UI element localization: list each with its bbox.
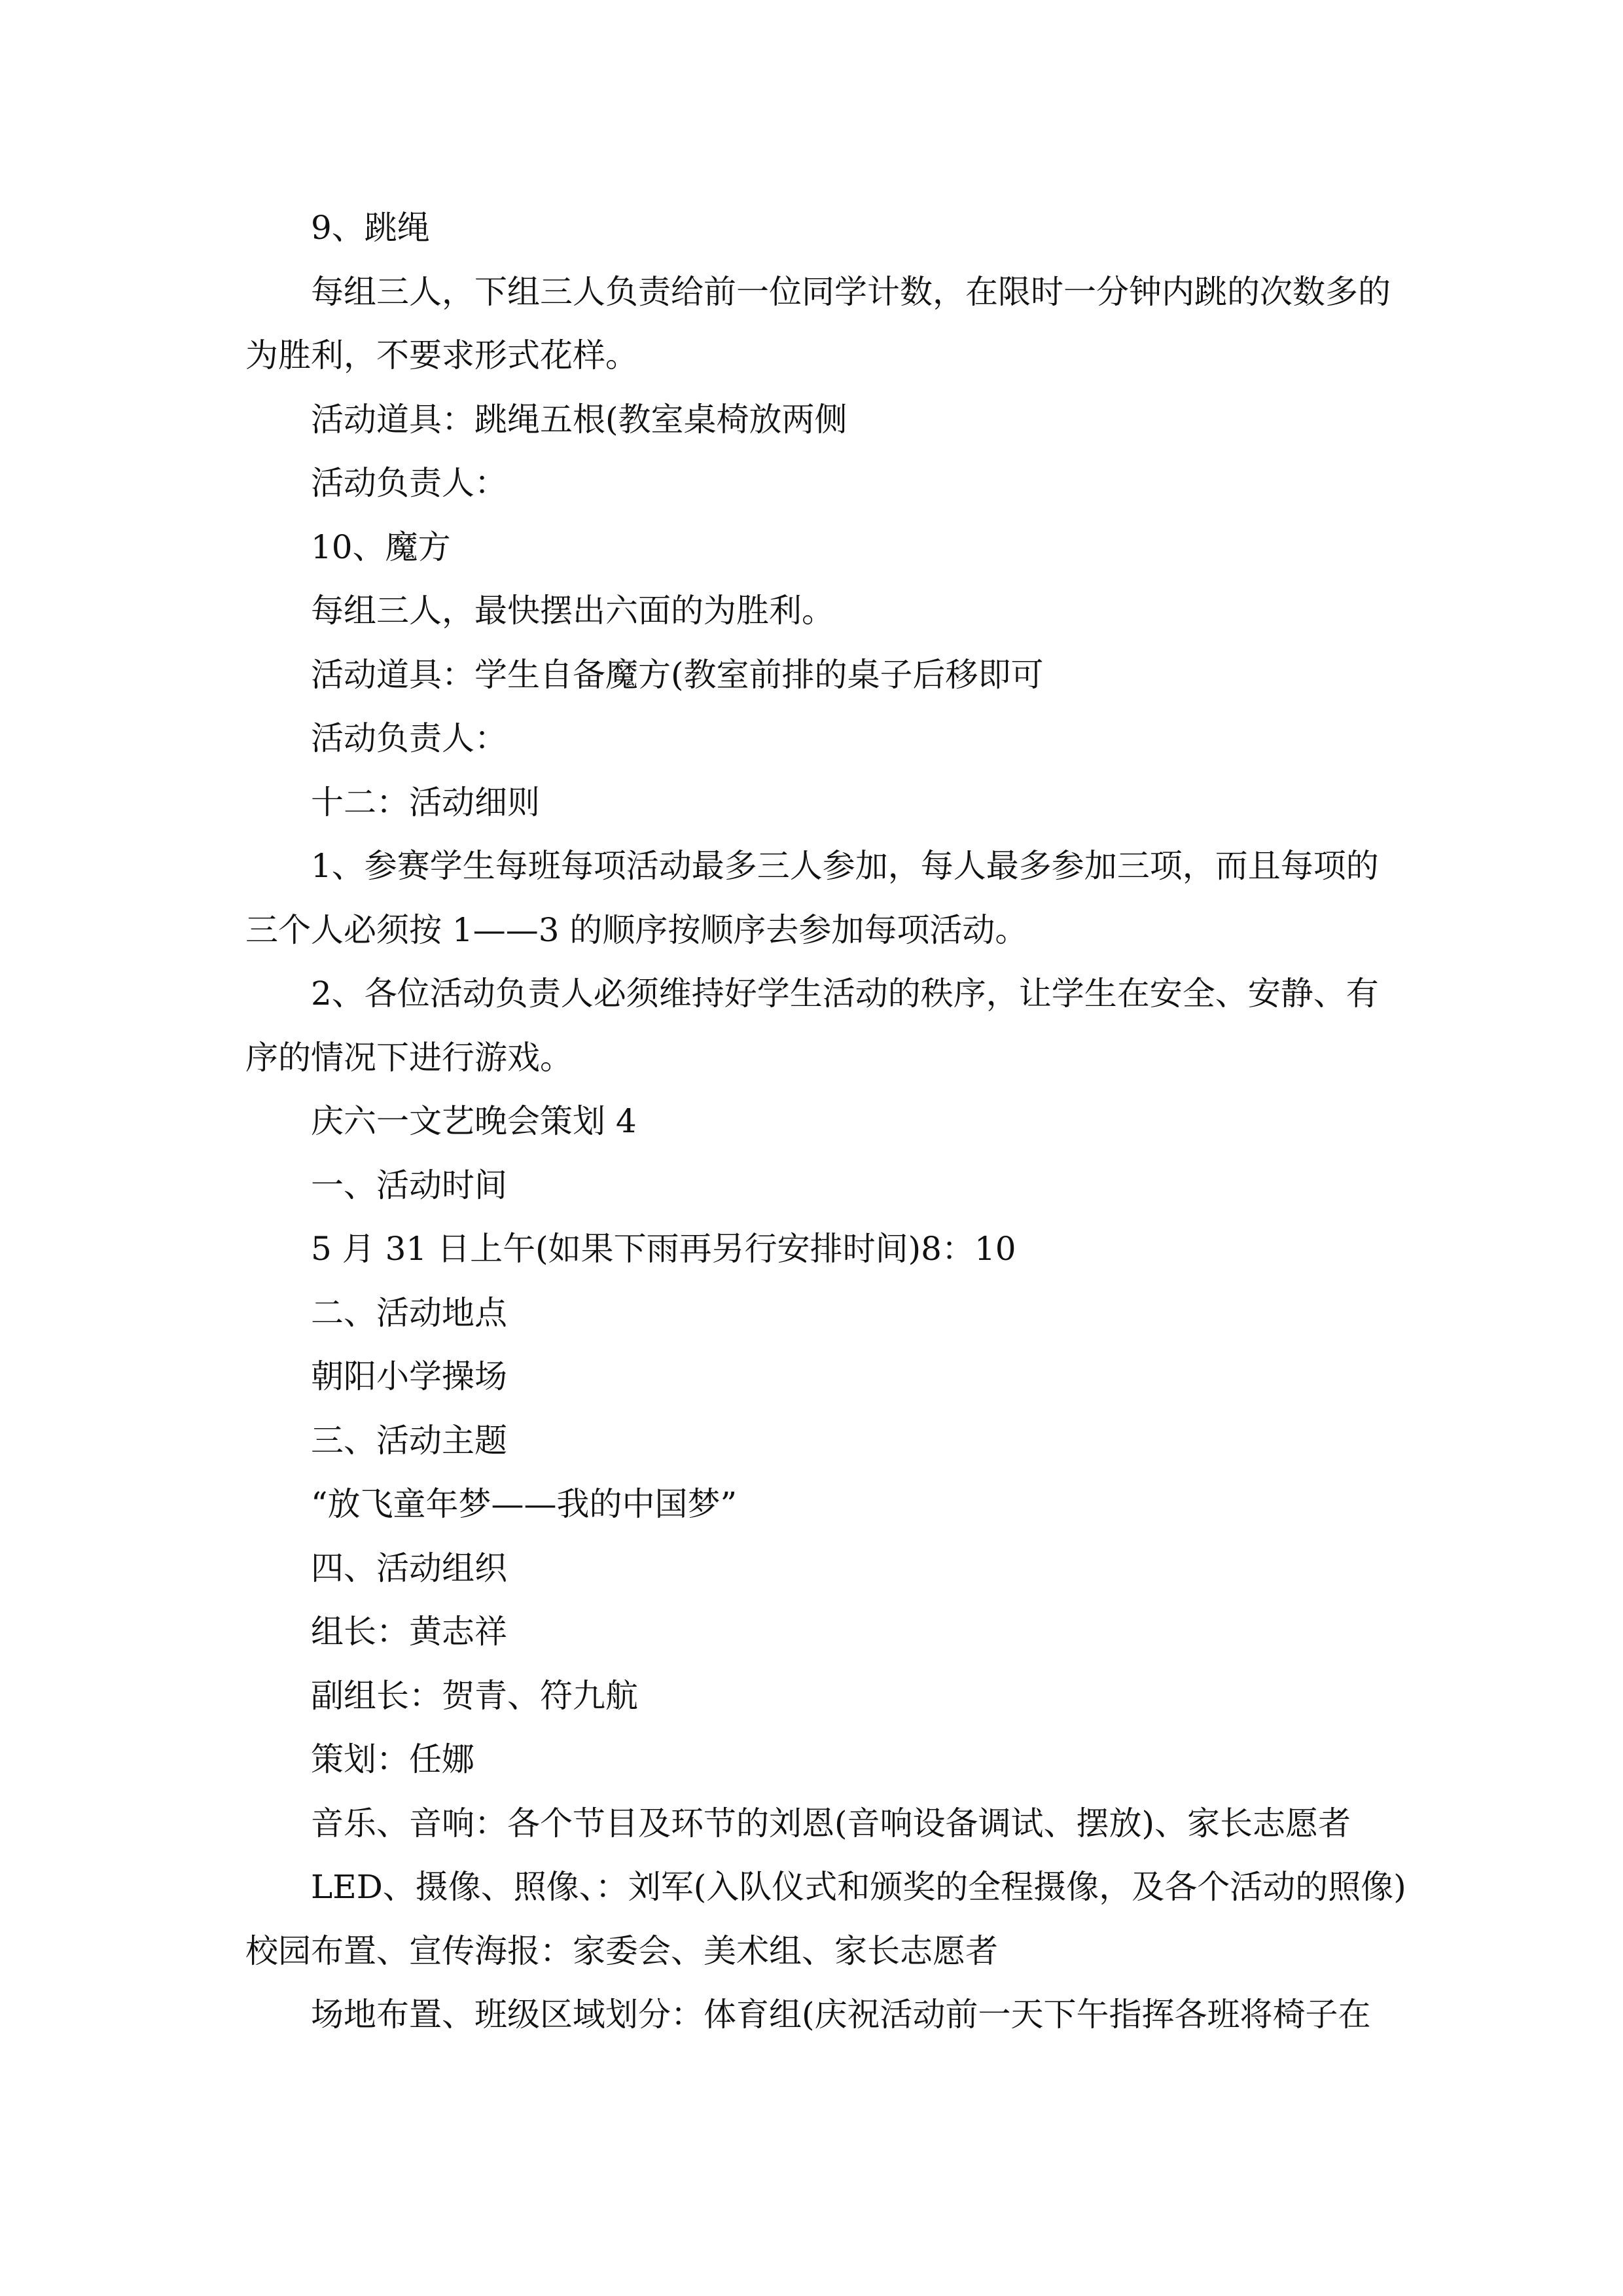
text-line: 活动负责人： (311, 719, 507, 757)
text-line: 音乐、音响：各个节目及环节的刘恩(音响设备调试、摆放)、家长志愿者 (311, 1804, 1351, 1842)
text-line: 序的情况下进行游戏。 (245, 1038, 573, 1077)
text-line: “放飞童年梦——我的中国梦” (311, 1485, 738, 1523)
text-line: 1、参赛学生每班每项活动最多三人参加，每人最多参加三项，而且每项的 (311, 847, 1379, 885)
text-line: 校园布置、宣传海报：家委会、美术组、家长志愿者 (245, 1931, 998, 1970)
text-line: 每组三人，最快摆出六面的为胜利。 (311, 592, 834, 630)
text-line: 9、跳绳 (311, 209, 430, 247)
text-line: 活动道具：跳绳五根(教室桌椅放两侧 (311, 400, 847, 439)
text-line: 朝阳小学操场 (311, 1357, 507, 1395)
text-line: 场地布置、班级区域划分：体育组(庆祝活动前一天下午指挥各班将椅子在 (311, 1996, 1371, 2034)
text-line: 10、魔方 (311, 528, 451, 566)
section-heading: 四、活动组织 (311, 1549, 507, 1587)
text-line: 活动道具：学生自备魔方(教室前排的桌子后移即可 (311, 655, 1044, 694)
text-line: 5 月 31 日上午(如果下雨再另行安排时间)8：10 (311, 1230, 1016, 1268)
text-line: 活动负责人： (311, 464, 507, 502)
section-heading: 二、活动地点 (311, 1293, 507, 1332)
section-heading: 三、活动主题 (311, 1421, 507, 1460)
text-line: 组长：黄志祥 (311, 1613, 507, 1651)
section-heading: 十二：活动细则 (311, 783, 540, 821)
text-line: 为胜利，不要求形式花样。 (245, 336, 638, 374)
text-line: 副组长：贺青、符九航 (311, 1676, 638, 1715)
text-line: 策划：任娜 (311, 1740, 474, 1778)
text-line: 每组三人，下组三人负责给前一位同学计数，在限时一分钟内跳的次数多的 (311, 272, 1391, 311)
text-line: 2、各位活动负责人必须维持好学生活动的秩序，让学生在安全、安静、有 (311, 975, 1379, 1013)
section-heading: 一、活动时间 (311, 1166, 507, 1204)
text-line: LED、摄像、照像、：刘军(入队仪式和颁奖的全程摄像，及各个活动的照像) (311, 1868, 1406, 1906)
document-section-title: 庆六一文艺晚会策划 4 (311, 1102, 637, 1140)
document-body (245, 196, 1406, 2047)
text-line: 三个人必须按 1——3 的顺序按顺序去参加每项活动。 (245, 910, 1028, 949)
